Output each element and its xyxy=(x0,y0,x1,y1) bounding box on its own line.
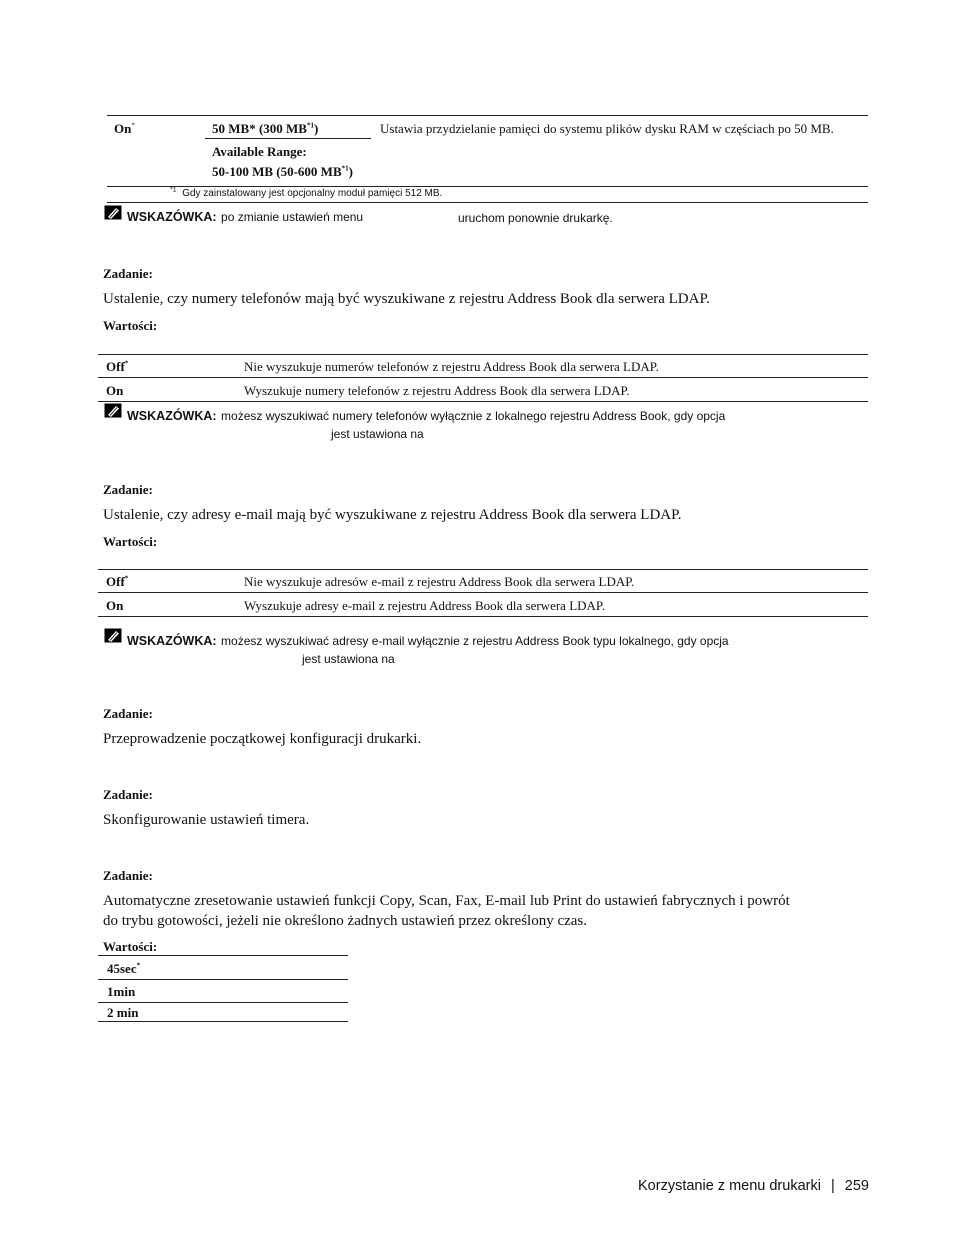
email-row-on-description: Wyszukuje adresy e-mail z rejestru Address Book dla serwera LDAP. xyxy=(244,598,605,613)
ramdisk-default-value: 50 MB* (300 MB$^{*1}$) xyxy=(212,121,319,136)
phone-task-text: Ustalenie, czy numery telefonów mają być wyszukiwane z rejestru Address Book dla serwera LDAP. xyxy=(103,291,710,307)
email-table-bottom-rule xyxy=(98,616,868,617)
phone-note-line2: jest ustawiona na xyxy=(331,427,424,441)
phone-task-label: Zadanie: xyxy=(103,266,153,281)
autoreset-values-label: Wartości: xyxy=(103,939,158,954)
footer-section-title: Korzystanie z menu drukarki xyxy=(638,1178,821,1194)
email-task-text: Ustalenie, czy adresy e-mail mają być wyszukiwane z rejestru Address Book dla serwera LDAP. xyxy=(103,507,682,523)
email-values-label: Wartości: xyxy=(103,534,158,549)
phone-row-on-description: Wyszukuje numery telefonów z rejestru Address Book dla serwera LDAP. xyxy=(244,383,630,398)
footer-separator: | xyxy=(830,1178,835,1194)
email-task-label: Zadanie: xyxy=(103,482,153,497)
email-note-line2: jest ustawiona na xyxy=(302,652,395,666)
autoreset-row-45sec: 45sec* xyxy=(107,961,141,976)
phone-row-on-setting: On xyxy=(106,383,124,398)
ramdisk-setting: On* xyxy=(114,121,135,136)
autoreset-table-rule-1 xyxy=(98,979,348,980)
autoreset-table-bottom-rule xyxy=(98,1021,348,1022)
value-cell-divider xyxy=(205,138,371,139)
email-row-off-description: Nie wyszukuje adresów e-mail z rejestru Address Book dla serwera LDAP. xyxy=(244,574,635,589)
ramdisk-description: Ustawia przydzielanie pamięci do systemu plików dysku RAM w częściach po 50 MB. xyxy=(380,121,834,136)
autoreset-task-label: Zadanie: xyxy=(103,868,153,883)
init-task-label: Zadanie: xyxy=(103,706,153,721)
note-ramdisk: WSKAZÓWKA: po zmianie ustawień menu xyxy=(127,210,364,224)
init-task-text: Przeprowadzenie początkowej konfiguracji drukarki. xyxy=(103,731,422,747)
autoreset-table-rule-2 xyxy=(98,1002,348,1003)
ramdisk-range-label: Available Range: xyxy=(212,144,307,159)
phone-row-off-setting: Off* xyxy=(106,359,129,374)
autoreset-row-2min: 2 min xyxy=(107,1005,139,1020)
footnote-rule xyxy=(107,202,868,203)
note-pencil-icon xyxy=(104,628,122,643)
phone-table-mid-rule xyxy=(98,377,868,378)
table-top-rule xyxy=(107,115,868,116)
note-pencil-icon xyxy=(104,205,122,220)
phone-table-bottom-rule xyxy=(98,401,868,402)
email-row-on-setting: On xyxy=(106,598,124,613)
footer-page-number: 259 xyxy=(844,1178,869,1194)
note-ramdisk-continued: uruchom ponownie drukarkę. xyxy=(458,211,613,225)
autoreset-task-text-line2: do trybu gotowości, jeżeli nie określono żadnych ustawień przez określony czas. xyxy=(103,913,588,929)
phone-note: WSKAZÓWKA: możesz wyszukiwać numery telefonów wyłącznie z lokalnego rejestru Address Book, gdy opcja xyxy=(127,409,726,423)
email-table-top-rule xyxy=(98,569,868,570)
ramdisk-footnote: $^{*1}$ Gdy zainstalowany jest opcjonalny moduł pamięci 512 MB. xyxy=(170,186,443,199)
timer-task-text: Skonfigurowanie ustawień timera. xyxy=(103,812,310,828)
autoreset-task-text-line1: Automatyczne zresetowanie ustawień funkcji Copy, Scan, Fax, E-mail lub Print do ustawień fabrycznych i powrót xyxy=(103,893,790,909)
timer-task-label: Zadanie: xyxy=(103,787,153,802)
phone-table-top-rule xyxy=(98,354,868,355)
autoreset-row-1min: 1min xyxy=(107,984,136,999)
phone-row-off-description: Nie wyszukuje numerów telefonów z rejestru Address Book dla serwera LDAP. xyxy=(244,359,659,374)
ramdisk-range-value: 50-100 MB (50-600 MB$^{*1}$) xyxy=(212,164,353,179)
email-table-mid-rule xyxy=(98,592,868,593)
email-row-off-setting: Off* xyxy=(106,574,129,589)
note-pencil-icon xyxy=(104,403,122,418)
email-note: WSKAZÓWKA: możesz wyszukiwać adresy e-mail wyłącznie z rejestru Address Book typu lokalnego, gdy opcja xyxy=(127,634,729,648)
phone-values-label: Wartości: xyxy=(103,318,158,333)
page-footer xyxy=(638,1178,869,1194)
autoreset-table-top-rule xyxy=(98,955,348,956)
